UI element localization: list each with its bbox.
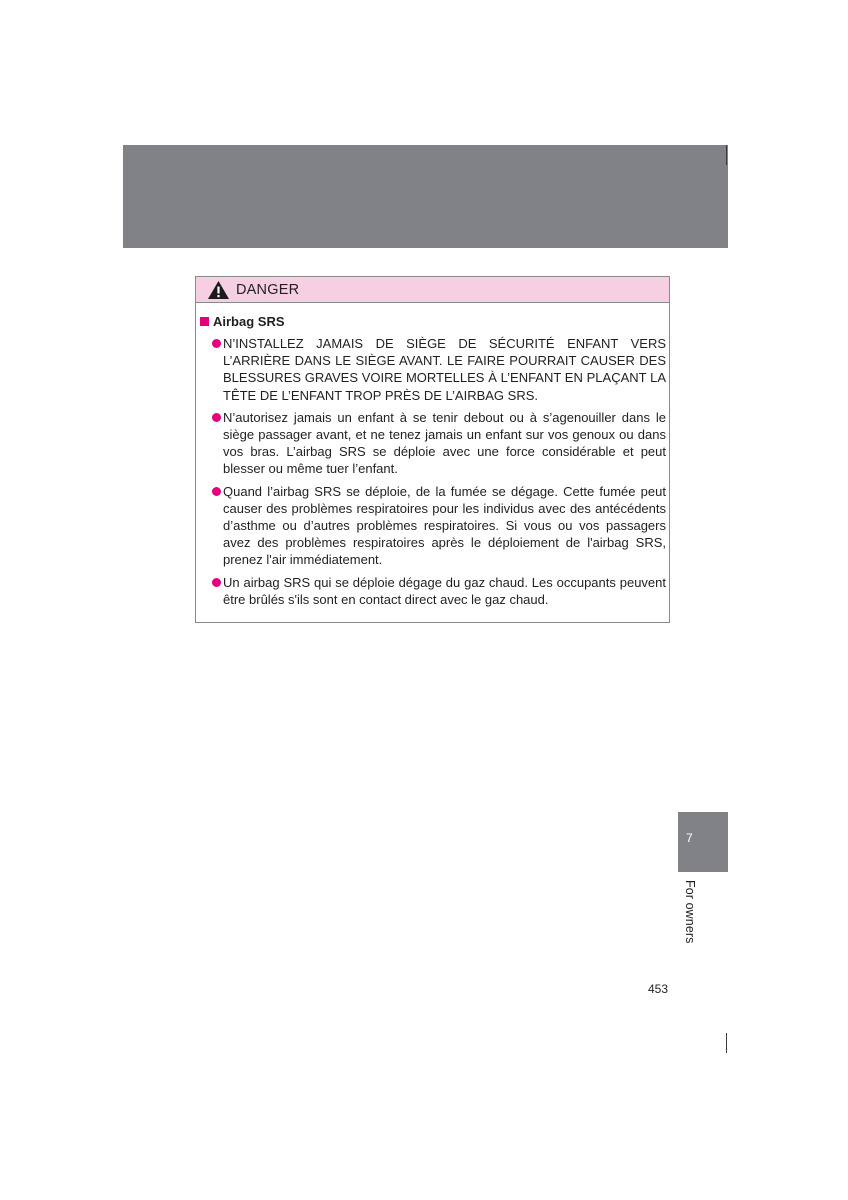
bullet-dot-icon — [212, 413, 221, 422]
list-item — [212, 335, 666, 404]
list-item — [212, 483, 666, 569]
danger-label: DANGER — [236, 281, 300, 298]
chapter-title: For owners — [683, 880, 697, 944]
warning-triangle-icon — [207, 280, 230, 300]
section-title-text: Airbag SRS — [213, 314, 285, 329]
list-item-text: N’INSTALLEZ JAMAIS DE SIÈGE DE SÉCURITÉ ENFANT VERS L’ARRIÈRE DANS LE SIÈGE AVANT. LE FAIRE POURRAIT CAUSER DES BLESSURES GRAVES VOIRE MORTELLES À L’ENFANT EN PLAÇANT LA TÊTE DE L’ENFANT TROP PRÈS DE L’AIRBAG SRS. — [223, 336, 666, 403]
chapter-tab — [678, 812, 728, 872]
bullet-dot-icon — [212, 487, 221, 496]
danger-header — [196, 277, 669, 303]
crop-mark-bottom — [726, 1033, 727, 1053]
list-item-text: Quand l’airbag SRS se déploie, de la fumée se dégage. Cette fumée peut causer des problèmes respiratoires pour les individus avec des antécédents d’asthme ou d’autres problèmes respiratoires. Si vous ou vos passagers avez des problèmes respiratoires après le déploiement de l'airbag SRS, prenez l'air immédiatement. — [223, 483, 666, 568]
danger-box — [195, 276, 670, 623]
chapter-number: 7 — [686, 831, 693, 845]
list-item-text: N’autorisez jamais un enfant à se tenir debout ou à s’agenouiller dans le siège passager avant, et ne tenez jamais un enfant sur vos genoux ou dans vos bras. L’airbag SRS se déploie avec une force considérable et peut blesser ou même tuer l’enfant. — [223, 409, 666, 477]
bullet-dot-icon — [212, 339, 221, 348]
square-bullet-icon — [200, 317, 209, 326]
list-item — [212, 574, 666, 608]
list-item-text: Un airbag SRS qui se déploie dégage du gaz chaud. Les occupants peuvent être brûlés s'ils sont en contact direct avec le gaz chaud. — [223, 574, 666, 607]
danger-list — [212, 335, 666, 613]
bullet-dot-icon — [212, 578, 221, 587]
list-item — [212, 409, 666, 478]
header-band — [123, 145, 728, 248]
crop-mark-top — [726, 145, 727, 165]
page-number: 453 — [648, 982, 669, 996]
section-title — [200, 314, 285, 329]
